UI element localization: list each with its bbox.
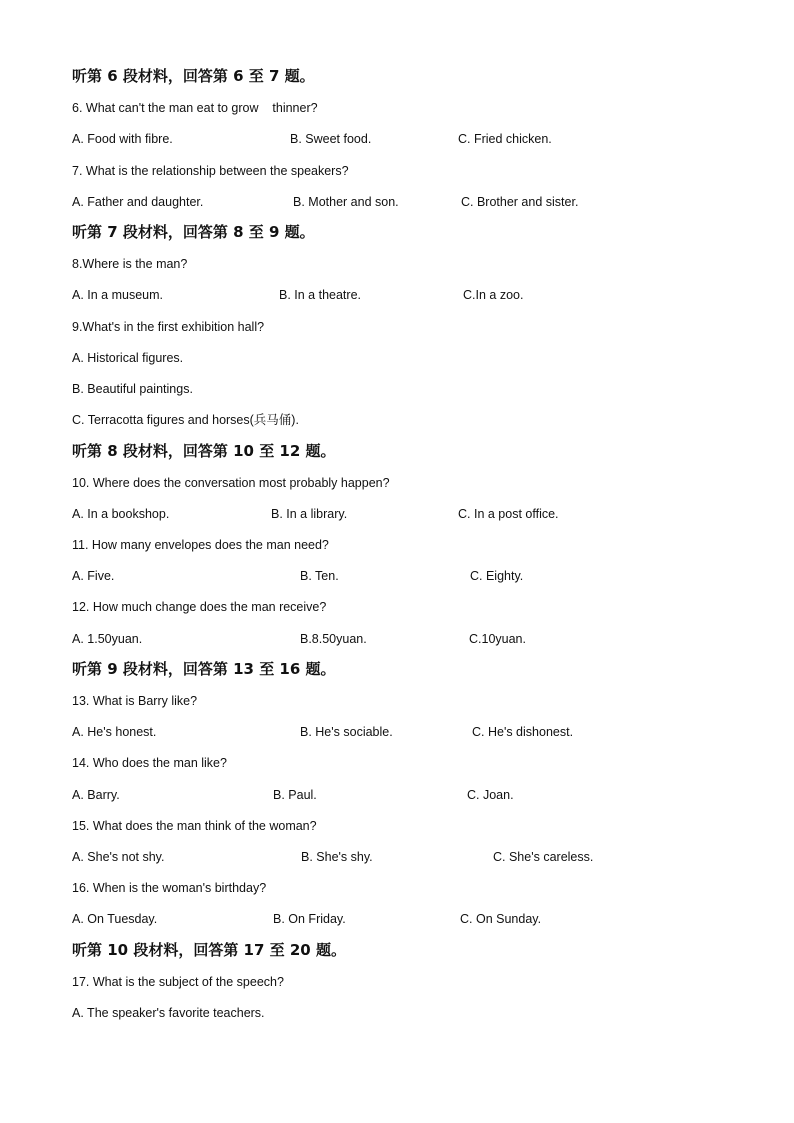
- section-heading: 听第 10 段材料，回答第 17 至 20 题。: [72, 941, 346, 959]
- option-a: A. 1.50yuan.: [72, 632, 143, 646]
- question-text: 17. What is the subject of the speech?: [72, 975, 284, 989]
- option-c: C. Fried chicken.: [458, 132, 552, 146]
- question-text: 12. How much change does the man receive?: [72, 600, 327, 614]
- option-c: C. On Sunday.: [460, 912, 542, 926]
- option-a: A. Historical figures.: [72, 351, 184, 365]
- option-a: A. The speaker's favorite teachers.: [72, 1006, 265, 1020]
- section-heading: 听第 6 段材料，回答第 6 至 7 题。: [72, 67, 315, 85]
- section-heading: 听第 8 段材料，回答第 10 至 12 题。: [72, 442, 336, 460]
- question-text: 15. What does the man think of the woman?: [72, 819, 317, 833]
- option-b: B. She's shy.: [301, 850, 373, 864]
- option-a: A. Food with fibre.: [72, 132, 173, 146]
- option-a: A. On Tuesday.: [72, 912, 158, 926]
- option-b: B. On Friday.: [273, 912, 346, 926]
- question-text: 9.What's in the first exhibition hall?: [72, 320, 265, 334]
- option-c: C. In a post office.: [458, 507, 559, 521]
- question-text: 11. How many envelopes does the man need?: [72, 538, 329, 552]
- section-heading: 听第 7 段材料，回答第 8 至 9 题。: [72, 223, 315, 241]
- option-c: C. Eighty.: [470, 569, 524, 583]
- option-c: C. She's careless.: [493, 850, 594, 864]
- option-a: A. Five.: [72, 569, 115, 583]
- question-text: 14. Who does the man like?: [72, 756, 227, 770]
- question-text: 8.Where is the man?: [72, 257, 188, 271]
- option-b: B. Beautiful paintings.: [72, 382, 193, 396]
- option-c: C. Joan.: [467, 788, 514, 802]
- option-c: C. Brother and sister.: [461, 195, 579, 209]
- option-b: B. Ten.: [300, 569, 339, 583]
- option-a: A. He's honest.: [72, 725, 157, 739]
- option-a: A. She's not shy.: [72, 850, 165, 864]
- option-c: C.In a zoo.: [463, 288, 524, 302]
- option-a: A. In a museum.: [72, 288, 164, 302]
- question-text: 10. Where does the conversation most probably happen?: [72, 476, 390, 490]
- option-c: C.10yuan.: [469, 632, 526, 646]
- option-b: B. In a library.: [271, 507, 348, 521]
- section-heading: 听第 9 段材料，回答第 13 至 16 题。: [72, 660, 336, 678]
- question-text: 16. When is the woman's birthday?: [72, 881, 267, 895]
- option-a: A. In a bookshop.: [72, 507, 170, 521]
- option-b: B. Mother and son.: [293, 195, 399, 209]
- question-text: 6. What can't the man eat to grow thinner?: [72, 101, 318, 115]
- option-b: B.8.50yuan.: [300, 632, 367, 646]
- option-b: B. Paul.: [273, 788, 317, 802]
- question-text: 7. What is the relationship between the speakers?: [72, 164, 349, 178]
- option-c: C. Terracotta figures and horses(兵马俑).: [72, 413, 299, 427]
- question-text: 13. What is Barry like?: [72, 694, 198, 708]
- option-b: B. Sweet food.: [290, 132, 372, 146]
- option-c: C. He's dishonest.: [472, 725, 574, 739]
- option-b: B. In a theatre.: [279, 288, 361, 302]
- option-b: B. He's sociable.: [300, 725, 393, 739]
- option-a: A. Father and daughter.: [72, 195, 204, 209]
- option-a: A. Barry.: [72, 788, 120, 802]
